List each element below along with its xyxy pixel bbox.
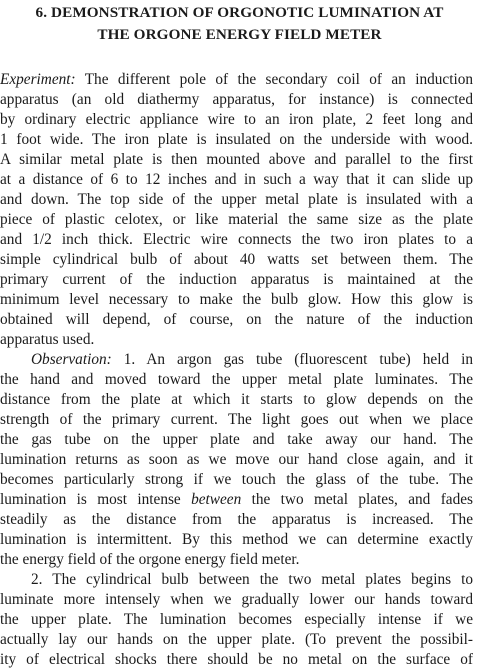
text-line: at a distance of 6 to 12 inches and in such a way that it can slide up (0, 171, 473, 188)
text-line: A similar metal plate is then mounted above and parallel to the first (0, 151, 473, 168)
text-line: actually lay our hands on the upper plate. (To prevent the possibil- (0, 631, 473, 648)
text-line: the hand and moved toward the upper metal plate luminates. The (0, 371, 473, 388)
text-line: strength of the primary current. The light goes out when we place (0, 411, 473, 428)
text-line: minimum level necessary to make the bulb glow. How this glow is (0, 291, 473, 308)
text-line: the gas tube on the upper plate and take away our hand. The (0, 431, 473, 448)
text-line: obtained will depend, of course, on the nature of the induction (0, 311, 473, 328)
text-line: ity of electrical shocks there should be no metal on the surface of (0, 651, 473, 668)
text-line: and down. The top side of the upper metal plate is insulated with a (0, 191, 473, 208)
text-line: becomes particularly strong if we touch the glass of the tube. The (0, 471, 473, 488)
section-heading-line-2: THE ORGONE ENERGY FIELD METER (97, 26, 382, 43)
text-line: apparatus (an old diathermy apparatus, for instance) is connected (0, 91, 473, 108)
text-line: simple cylindrical bulb of about 40 watts set between them. The (0, 251, 473, 268)
text-line: lumination is intermittent. By this method we can determine exactly (0, 531, 473, 548)
text-line: steadily as the distance from the apparatus is increased. The (0, 511, 473, 528)
text-line: lumination is most intense between the two metal plates, and fades (0, 491, 473, 508)
section-heading-line-1: 6. DEMONSTRATION OF ORGONOTIC LUMINATION AT (35, 4, 444, 21)
text-line: primary current of the induction apparatus is maintained at the (0, 271, 473, 288)
text-line: 1 foot wide. The iron plate is insulated on the underside with wood. (0, 131, 473, 148)
text-line: luminate more intensely when we gradually lower our hands toward (0, 591, 473, 608)
text-line: 2. The cylindrical bulb between the two metal plates begins to (31, 571, 473, 588)
text-line: Observation: 1. An argon gas tube (fluorescent tube) held in (31, 351, 473, 368)
text-line: the energy field of the orgone energy field meter. (0, 551, 300, 568)
text-line: by ordinary electric appliance wire to an iron plate, 2 feet long and (0, 111, 473, 128)
text-line: and 1/2 inch thick. Electric wire connects the two iron plates to a (0, 231, 473, 248)
text-line: lumination returns as soon as we move our hand close again, and it (0, 451, 473, 468)
text-line: Experiment: The different pole of the secondary coil of an induction (0, 71, 473, 88)
text-line: distance from the plate at which it starts to glow depends on the (0, 391, 473, 408)
text-line: apparatus used. (0, 331, 95, 348)
text-line: the upper plate. The lumination becomes especially intense if we (0, 611, 473, 628)
text-line: piece of plastic celotex, or like material the same size as the plate (0, 211, 473, 228)
